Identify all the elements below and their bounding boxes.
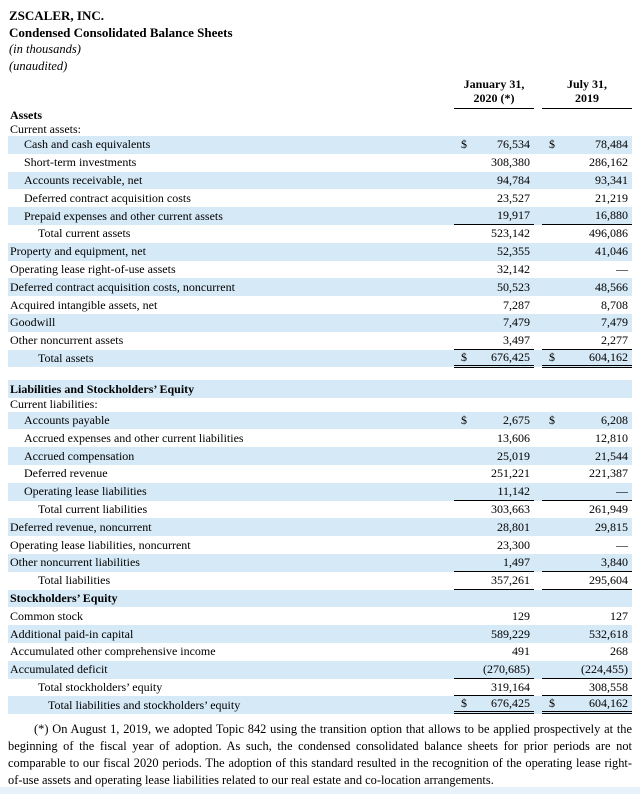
table-row <box>8 123 632 137</box>
bottom-row-band <box>0 787 640 794</box>
table-row <box>8 465 632 483</box>
value: 7,479 <box>503 315 530 330</box>
row-label: Liabilities and Stockholders’ Equity <box>10 381 195 396</box>
row-label: Deferred revenue <box>24 466 108 481</box>
value: — <box>616 261 628 276</box>
value: 76,534 <box>497 137 530 152</box>
value: 261,949 <box>589 502 628 517</box>
value: 29,815 <box>595 519 628 534</box>
row-label: Stockholders’ Equity <box>10 591 118 606</box>
value-jan-31-2020 <box>454 572 534 590</box>
value-jul-31-2019 <box>542 536 632 554</box>
value-jul-31-2019 <box>542 278 632 296</box>
table-row <box>8 154 632 172</box>
value-jul-31-2019 <box>542 590 632 608</box>
value: 1,497 <box>503 554 530 569</box>
value: — <box>616 537 628 552</box>
table-row <box>8 189 632 207</box>
row-label: Accrued expenses and other current liabilities <box>24 430 244 445</box>
unaudited-note: (unaudited) <box>9 59 68 73</box>
value-jan-31-2020 <box>454 207 534 225</box>
value-jul-31-2019 <box>542 398 632 412</box>
table-row <box>8 172 632 190</box>
value: 21,544 <box>595 448 628 463</box>
row-label: Current assets: <box>10 121 81 136</box>
row-label: Other noncurrent liabilities <box>10 555 140 570</box>
value-jul-31-2019 <box>542 225 632 243</box>
value: 295,604 <box>589 572 628 587</box>
value: 496,086 <box>589 226 628 241</box>
row-label: Assets <box>10 108 42 123</box>
row-label: Operating lease liabilities, noncurrent <box>10 537 191 552</box>
value-jul-31-2019 <box>542 136 632 154</box>
value-jan-31-2020 <box>454 429 534 447</box>
row-label: Deferred revenue, noncurrent <box>10 519 152 534</box>
table-row <box>8 207 632 225</box>
value-jan-31-2020 <box>454 225 534 243</box>
table-row <box>8 380 632 398</box>
value-jul-31-2019 <box>542 696 632 714</box>
section-gap <box>8 367 632 380</box>
table-row <box>8 518 632 536</box>
dollar-sign: $ <box>461 137 467 152</box>
value-jul-31-2019 <box>542 518 632 536</box>
dollar-sign: $ <box>461 696 467 711</box>
value-jan-31-2020 <box>454 483 534 501</box>
value-jul-31-2019 <box>542 679 632 697</box>
document-header <box>8 7 632 75</box>
value: 604,162 <box>589 696 628 711</box>
value-jul-31-2019 <box>542 261 632 279</box>
value-jul-31-2019 <box>542 572 632 590</box>
value-jul-31-2019 <box>542 607 632 625</box>
table-row <box>8 398 632 412</box>
column-header-date-line: January 31, <box>463 77 525 91</box>
row-label: Total current liabilities <box>38 502 148 517</box>
table-row <box>8 314 632 332</box>
column-header-date-line: July 31, <box>566 77 607 91</box>
value: 16,880 <box>595 208 628 223</box>
table-row <box>8 296 632 314</box>
dollar-sign: $ <box>461 349 467 364</box>
value-jan-31-2020 <box>454 243 534 261</box>
table-row <box>8 243 632 261</box>
value-jan-31-2020 <box>454 314 534 332</box>
value-jan-31-2020 <box>454 172 534 190</box>
column-header-jul-2019 <box>542 75 632 109</box>
value-jan-31-2020 <box>454 679 534 697</box>
company-name: ZSCALER, INC. <box>9 8 104 23</box>
in-thousands-note: (in thousands) <box>9 42 81 56</box>
value: 23,527 <box>497 190 530 205</box>
value-jul-31-2019 <box>542 447 632 465</box>
table-row <box>8 625 632 643</box>
value: 319,164 <box>491 679 530 694</box>
row-label: Current liabilities: <box>10 397 98 412</box>
row-label: Accumulated other comprehensive income <box>10 644 216 659</box>
value-jul-31-2019 <box>542 412 632 430</box>
table-row <box>8 261 632 279</box>
row-label: Total stockholders’ equity <box>38 680 163 694</box>
table-row <box>8 483 632 501</box>
value-jan-31-2020 <box>454 607 534 625</box>
dollar-sign: $ <box>549 349 555 364</box>
footnote-text: (*) On August 1, 2019, we adopted Topic 842 using the transition option that allows to be applied prospectively at the beginning of the fiscal year of adoption. As such, the condensed consolidated balance sheets for prior periods are not comparable to our fiscal 2020 periods. The adoption of this standard resulted in the recognition of the operating lease right-of-use assets and operating lease liabilities related to our real estate and co-location arrangements. <box>8 722 632 787</box>
value-jan-31-2020 <box>454 136 534 154</box>
value: 604,162 <box>589 349 628 364</box>
row-label: Operating lease liabilities <box>24 484 147 499</box>
value: 48,566 <box>595 279 628 294</box>
value-jan-31-2020 <box>454 278 534 296</box>
column-headers <box>8 75 632 109</box>
row-label: Total liabilities and stockholders’ equity <box>48 697 241 712</box>
value: 32,142 <box>497 261 530 276</box>
value-jul-31-2019 <box>542 314 632 332</box>
value-jul-31-2019 <box>542 501 632 519</box>
value: — <box>616 483 628 498</box>
value-jul-31-2019 <box>542 380 632 398</box>
balance-sheet-table <box>8 109 632 714</box>
value: 94,784 <box>497 172 530 187</box>
row-label: Short-term investments <box>24 155 137 170</box>
value-jul-31-2019 <box>542 296 632 314</box>
row-label: Total liabilities <box>38 573 111 588</box>
value-jul-31-2019 <box>542 123 632 137</box>
table-row <box>8 447 632 465</box>
table-row <box>8 225 632 243</box>
dollar-sign: $ <box>461 413 467 428</box>
row-label: Accounts receivable, net <box>24 172 143 187</box>
value-jan-31-2020 <box>454 501 534 519</box>
value-jan-31-2020 <box>454 590 534 608</box>
value-jan-31-2020 <box>454 412 534 430</box>
value: (224,455) <box>581 661 628 676</box>
column-header-jan-2020 <box>454 75 534 109</box>
row-label: Common stock <box>10 608 84 623</box>
value-jan-31-2020 <box>454 398 534 412</box>
value-jan-31-2020 <box>454 625 534 643</box>
value-jul-31-2019 <box>542 154 632 172</box>
value: 308,380 <box>491 155 530 170</box>
value: 11,142 <box>497 483 530 498</box>
row-label: Prepaid expenses and other current assets <box>24 208 223 223</box>
table-row <box>8 332 632 350</box>
row-label: Acquired intangible assets, net <box>10 297 158 312</box>
row-label: Accrued compensation <box>24 448 135 463</box>
value-jan-31-2020 <box>454 296 534 314</box>
value-jan-31-2020 <box>454 332 534 350</box>
value: 286,162 <box>589 155 628 170</box>
value-jul-31-2019 <box>542 332 632 350</box>
value: 3,497 <box>503 332 530 347</box>
value: 676,425 <box>491 349 530 364</box>
value-jan-31-2020 <box>454 109 534 123</box>
row-label: Property and equipment, net <box>10 244 146 259</box>
value: 2,277 <box>601 332 628 347</box>
value-jan-31-2020 <box>454 518 534 536</box>
dollar-sign: $ <box>549 137 555 152</box>
value: 52,355 <box>497 244 530 259</box>
value-jan-31-2020 <box>454 350 534 368</box>
value-jul-31-2019 <box>542 643 632 661</box>
value: 127 <box>610 608 628 623</box>
value: 3,840 <box>601 554 628 569</box>
value: 23,300 <box>497 537 530 552</box>
value: 50,523 <box>497 279 530 294</box>
value: 251,221 <box>491 466 530 481</box>
value-jan-31-2020 <box>454 696 534 714</box>
table-row <box>8 501 632 519</box>
row-label: Total assets <box>38 351 94 366</box>
value: 7,287 <box>503 297 530 312</box>
row-label: Goodwill <box>10 315 56 330</box>
value: 13,606 <box>497 430 530 445</box>
table-row <box>8 661 632 679</box>
value-jan-31-2020 <box>454 261 534 279</box>
value-jul-31-2019 <box>542 429 632 447</box>
row-label: Accumulated deficit <box>10 662 108 677</box>
value-jan-31-2020 <box>454 189 534 207</box>
value: 41,046 <box>595 244 628 259</box>
row-label: Operating lease right-of-use assets <box>10 261 176 276</box>
row-label: Deferred contract acquisition costs <box>24 190 191 205</box>
row-label: Total current assets <box>38 226 131 241</box>
value: 78,484 <box>595 137 628 152</box>
row-label: Cash and cash equivalents <box>24 137 151 152</box>
value-jul-31-2019 <box>542 483 632 501</box>
value-jul-31-2019 <box>542 350 632 368</box>
value: (270,685) <box>483 661 530 676</box>
value-jan-31-2020 <box>454 643 534 661</box>
value-jan-31-2020 <box>454 380 534 398</box>
table-row <box>8 607 632 625</box>
value-jul-31-2019 <box>542 172 632 190</box>
value: 129 <box>512 608 530 623</box>
table-row <box>8 429 632 447</box>
value: 28,801 <box>497 519 530 534</box>
value: 21,219 <box>595 190 628 205</box>
column-header-year-line: 2020 (*) <box>473 91 515 105</box>
table-row <box>8 696 632 714</box>
row-label: Deferred contract acquisition costs, noncurrent <box>10 279 235 294</box>
value: 523,142 <box>491 226 530 241</box>
table-row <box>8 679 632 697</box>
table-row <box>8 412 632 430</box>
table-row <box>8 572 632 590</box>
value-jul-31-2019 <box>542 189 632 207</box>
dollar-sign: $ <box>549 696 555 711</box>
value: 12,810 <box>595 430 628 445</box>
value-jul-31-2019 <box>542 661 632 679</box>
value-jan-31-2020 <box>454 661 534 679</box>
value: 19,917 <box>497 208 530 223</box>
value-jan-31-2020 <box>454 536 534 554</box>
document-title: Condensed Consolidated Balance Sheets <box>9 25 233 40</box>
value: 221,387 <box>589 466 628 481</box>
table-row <box>8 136 632 154</box>
value-jan-31-2020 <box>454 123 534 137</box>
value-jul-31-2019 <box>542 243 632 261</box>
table-row <box>8 278 632 296</box>
row-label: Other noncurrent assets <box>10 333 124 348</box>
value: 357,261 <box>491 572 530 587</box>
value: 268 <box>610 644 628 659</box>
value-jul-31-2019 <box>542 109 632 123</box>
table-row <box>8 554 632 572</box>
value: 303,663 <box>491 502 530 517</box>
table-row <box>8 536 632 554</box>
value: 308,558 <box>589 679 628 694</box>
table-row <box>8 590 632 608</box>
value: 8,708 <box>601 297 628 312</box>
value: 7,479 <box>601 315 628 330</box>
dollar-sign: $ <box>549 413 555 428</box>
value: 93,341 <box>595 172 628 187</box>
value-jan-31-2020 <box>454 465 534 483</box>
value-jan-31-2020 <box>454 554 534 572</box>
value-jul-31-2019 <box>542 625 632 643</box>
table-row <box>8 643 632 661</box>
value-jan-31-2020 <box>454 154 534 172</box>
value: 491 <box>512 644 530 659</box>
table-row <box>8 109 632 123</box>
value: 25,019 <box>497 448 530 463</box>
value: 676,425 <box>491 696 530 711</box>
row-label: Additional paid-in capital <box>10 626 134 641</box>
value: 589,229 <box>491 626 530 641</box>
value-jul-31-2019 <box>542 207 632 225</box>
value: 2,675 <box>503 413 530 428</box>
value-jul-31-2019 <box>542 554 632 572</box>
value: 532,618 <box>589 626 628 641</box>
value-jul-31-2019 <box>542 465 632 483</box>
row-label: Accounts payable <box>24 413 110 428</box>
value-jan-31-2020 <box>454 447 534 465</box>
table-row <box>8 350 632 368</box>
value: 6,208 <box>601 413 628 428</box>
column-header-year-line: 2019 <box>575 91 599 105</box>
